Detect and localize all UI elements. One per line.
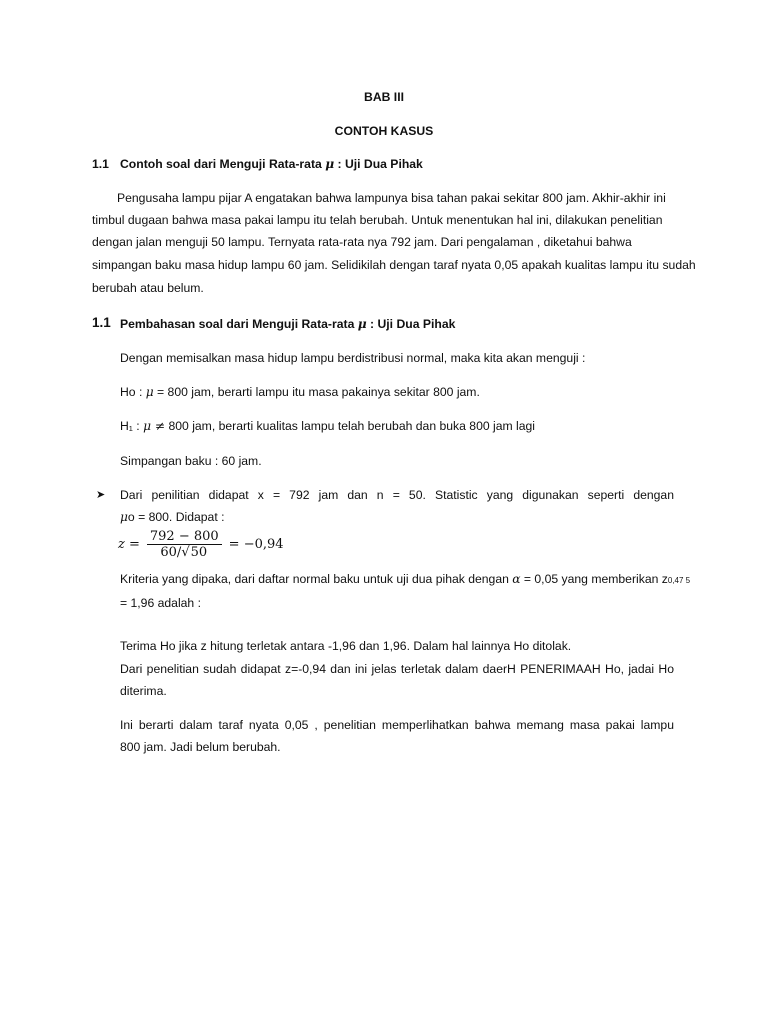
- criteria-subscript: 0,47 5: [667, 576, 691, 585]
- section2-title-mu: μ: [357, 317, 367, 331]
- acceptance-rule: Terima Ho jika z hitung terletak antara -1,96 dan 1,96. Dalam hal lainnya Ho ditolak.: [120, 639, 572, 653]
- criteria-alpha: α: [512, 572, 521, 586]
- formula-denominator-prefix: 60/: [160, 545, 182, 560]
- standard-deviation: Simpangan baku : 60 jam.: [120, 454, 262, 468]
- section1-paragraph-line-3: dengan jalan menguji 50 lampu. Ternyata rata-rata nya 792 jam. Dari pengalaman , diketahui bahwa: [92, 235, 632, 249]
- section2-title: [120, 316, 455, 332]
- criteria-text-2: = 0,05 yang memberikan z: [520, 572, 668, 586]
- section1-paragraph-line-2: timbul dugaan bahwa masa pakai lampu itu telah berubah. Untuk menentukan hal ini, dilakukan penelitian: [92, 213, 663, 227]
- analysis-intro: Dengan memisalkan masa hidup lampu berdistribusi normal, maka kita akan menguji :: [120, 351, 586, 365]
- h0-text: = 800 jam, berarti lampu itu masa pakainya sekitar 800 jam.: [153, 385, 480, 399]
- h0-label: Ho :: [120, 385, 146, 399]
- section1-paragraph-line-4: simpangan baku masa hidup lampu 60 jam. Selidikilah dengan taraf nyata 0,05 apakah kualitas lampu itu sudah: [92, 258, 696, 272]
- formula-lhs: z =: [118, 537, 140, 552]
- formula-numerator: 792 − 800: [147, 529, 222, 545]
- formula-fraction: [147, 529, 222, 561]
- section1-title-part2: : Uji Dua Pihak: [334, 157, 423, 171]
- result-line-1: Dari penelitian sudah didapat z=-0,94 dan ini jelas terletak dalam daerH PENERIMAAH Ho, jadai Ho: [120, 662, 674, 676]
- bullet-mu: μ: [120, 510, 128, 524]
- section2-number: 1.1: [92, 315, 111, 330]
- formula-rhs: = −0,94: [228, 537, 284, 552]
- h0-mu: μ: [145, 385, 154, 399]
- bullet-line-1: Dari penilitian didapat x = 792 jam dan n = 50. Statistic yang digunakan seperti dengan: [120, 488, 674, 502]
- section1-number: 1.1: [92, 157, 109, 171]
- h1-text: 800 jam, berarti kualitas lampu telah berubah dan buka 800 jam lagi: [165, 419, 536, 433]
- conclusion-line-1: Ini berarti dalam taraf nyata 0,05 , penelitian memperlihatkan bahwa memang masa pakai lampu: [120, 718, 674, 732]
- criteria-line-1: [120, 571, 690, 589]
- conclusion-line-2: 800 jam. Jadi belum berubah.: [120, 740, 281, 754]
- alternative-hypothesis: [120, 418, 535, 434]
- section1-title-part1: Contoh soal dari Menguji Rata-rata: [120, 157, 326, 171]
- formula-denominator: [157, 545, 211, 561]
- z-formula: [118, 529, 284, 561]
- section1-paragraph-line-1: Pengusaha lampu pijar A engatakan bahwa lampunya bisa tahan pakai sekitar 800 jam. Akhir-akhir ini: [117, 191, 666, 205]
- criteria-line-2: = 1,96 adalah :: [120, 596, 201, 610]
- h1-mu: μ ≠: [143, 419, 166, 433]
- chapter-subtitle: CONTOH KASUS: [334, 124, 434, 138]
- sqrt-icon: √: [181, 545, 190, 560]
- bullet-line-2-text: o = 800. Didapat :: [127, 510, 225, 524]
- null-hypothesis: [120, 384, 480, 400]
- section2-title-part2: : Uji Dua Pihak: [366, 317, 456, 331]
- section1-title: [120, 156, 423, 172]
- formula-radicand: 50: [190, 545, 208, 560]
- section2-title-part1: Pembahasan soal dari Menguji Rata-rata: [120, 317, 358, 331]
- section1-title-mu: μ: [325, 157, 335, 171]
- bullet-line-2: [120, 509, 224, 525]
- h1-label: H₁ :: [120, 419, 144, 433]
- result-line-2: diterima.: [120, 684, 167, 698]
- section1-paragraph-line-5: berubah atau belum.: [92, 281, 204, 295]
- criteria-text-1: Kriteria yang dipaka, dari daftar normal baku untuk uji dua pihak dengan: [120, 572, 513, 586]
- bullet-arrow-icon: ➤: [96, 488, 106, 501]
- chapter-heading: BAB III: [364, 90, 404, 104]
